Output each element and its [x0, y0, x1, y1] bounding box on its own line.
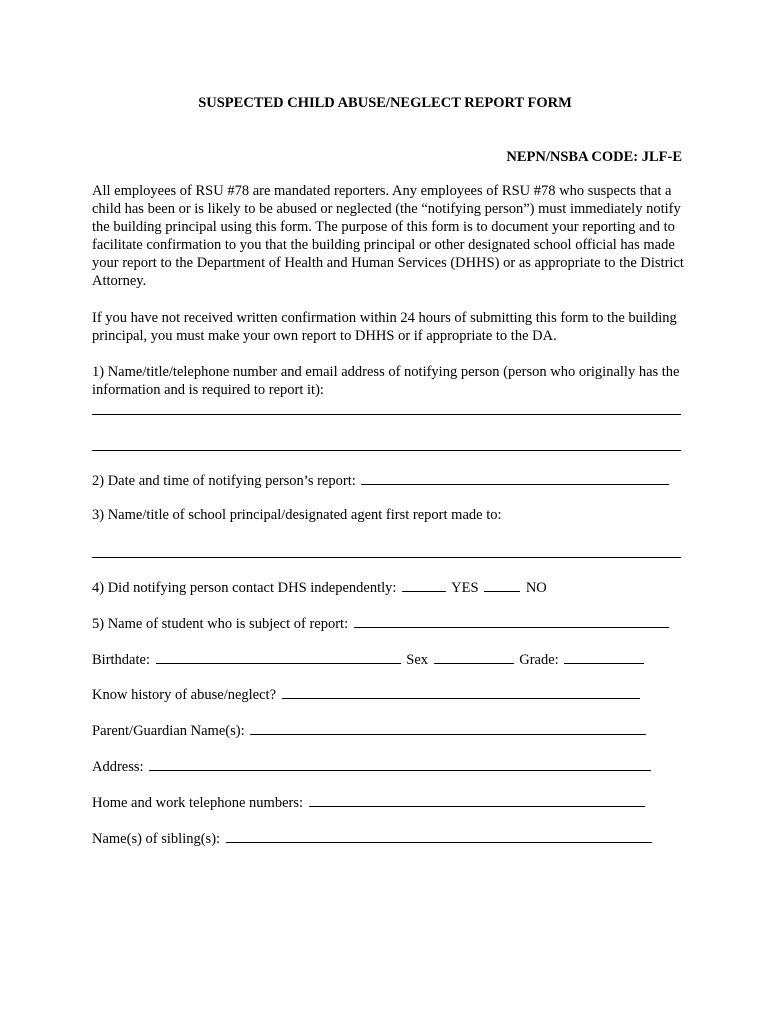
history-field[interactable]: [282, 684, 640, 699]
question-1-label: 1) Name/title/telephone number and email address of notifying person (person who originally has the information and is required to report it):: [92, 364, 680, 398]
intro-paragraph: All employees of RSU #78 are mandated reporters. Any employees of RSU #78 who suspects that a child has been or is likely to be abused or neglected (the “notifying person”) must immediately notify the building principal using this form. The purpose of this form is to document your reporting and to facilitate confirmation to you that the building principal or other designated school official has made your report to the Department of Health and Human Services (DHHS) or as appropriate to the District Attorney.: [92, 183, 684, 289]
question-5-row: [92, 613, 682, 633]
birthdate-label: Birthdate:: [92, 652, 150, 668]
question-1-answer-line-1[interactable]: [92, 414, 681, 415]
siblings-field[interactable]: [226, 828, 652, 843]
sex-label: Sex: [406, 652, 428, 668]
history-label: Know history of abuse/neglect?: [92, 687, 277, 703]
question-4-row: [92, 577, 682, 597]
question-5-label: 5) Name of student who is subject of report:: [92, 616, 349, 632]
address-field[interactable]: [149, 756, 651, 771]
student-name-field[interactable]: [354, 613, 669, 628]
question-4-label: 4) Did notifying person contact DHS independently:: [92, 580, 397, 596]
yes-label: YES: [451, 580, 479, 596]
question-3-answer-line[interactable]: [92, 557, 681, 558]
grade-label: Grade:: [519, 652, 559, 668]
no-answer-field[interactable]: [484, 577, 520, 592]
question-1-answer-line-2[interactable]: [92, 450, 681, 451]
siblings-row: [92, 828, 682, 848]
form-code: NEPN/NSBA CODE: JLF-E: [506, 149, 682, 165]
question-3-label: 3) Name/title of school principal/designated agent first report made to:: [92, 507, 502, 523]
phones-row: [92, 792, 682, 812]
parent-field[interactable]: [250, 720, 646, 735]
confirmation-paragraph: If you have not received written confirmation within 24 hours of submitting this form to the building principal, you must make your own report to DHHS or if appropriate to the DA.: [92, 310, 677, 344]
birthdate-row: [92, 649, 682, 669]
question-2-label: 2) Date and time of notifying person’s report:: [92, 473, 356, 489]
birthdate-field[interactable]: [156, 649, 401, 664]
siblings-label: Name(s) of sibling(s):: [92, 831, 221, 847]
grade-field[interactable]: [564, 649, 644, 664]
phones-field[interactable]: [309, 792, 645, 807]
parent-row: [92, 720, 682, 740]
parent-label: Parent/Guardian Name(s):: [92, 723, 245, 739]
history-row: [92, 684, 682, 704]
address-label: Address:: [92, 759, 144, 775]
address-row: [92, 756, 682, 776]
no-label: NO: [525, 580, 547, 596]
form-title: SUSPECTED CHILD ABUSE/NEGLECT REPORT FORM: [198, 95, 572, 111]
phones-label: Home and work telephone numbers:: [92, 795, 304, 811]
yes-answer-field[interactable]: [402, 577, 446, 592]
question-2-answer-field[interactable]: [361, 470, 669, 485]
sex-field[interactable]: [434, 649, 514, 664]
question-2-row: [92, 470, 682, 490]
